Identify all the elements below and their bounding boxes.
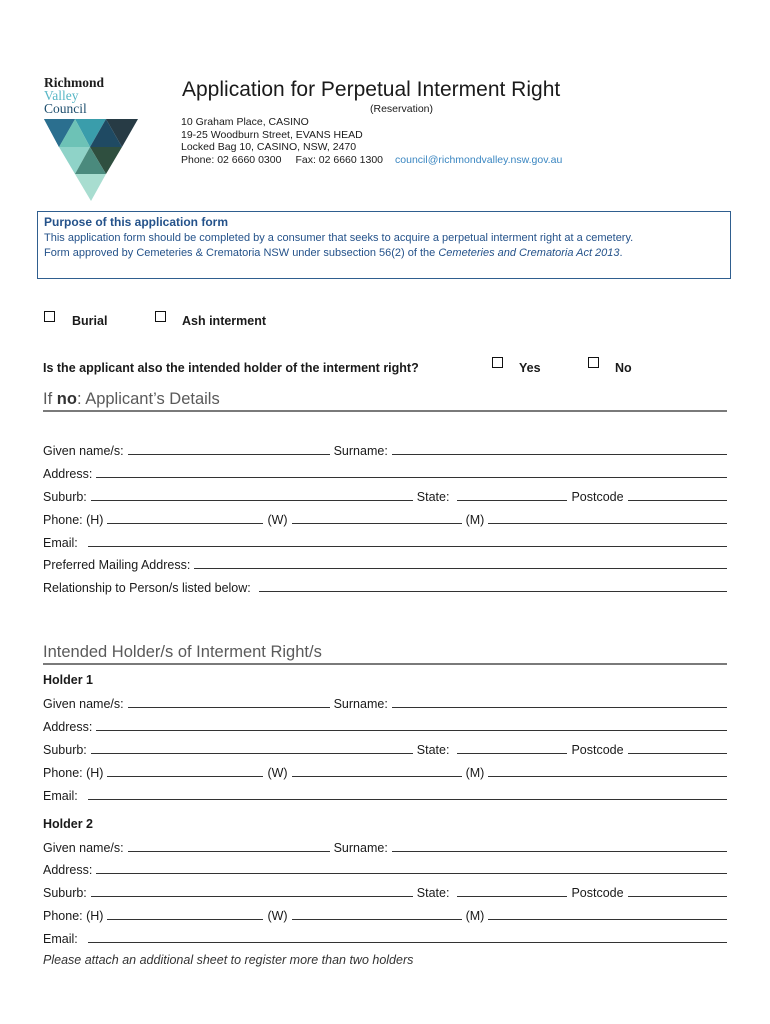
applicant-details-heading <box>43 390 220 409</box>
holder-1-address-row <box>43 719 727 734</box>
ash-interment-checkbox[interactable] <box>155 311 166 322</box>
suburb-field[interactable] <box>91 753 413 754</box>
burial-label: Burial <box>72 314 108 328</box>
suburb-label: Suburb: <box>43 490 87 504</box>
holder-2-address-row <box>43 862 727 877</box>
burial-checkbox[interactable] <box>44 311 55 322</box>
mailing-address-row <box>43 557 727 572</box>
phone-mobile-label: (M) <box>465 766 485 780</box>
suburb-field[interactable] <box>91 896 413 897</box>
purpose-text: This application form should be completed by a consumer that seeks to acquire a perpetual interment right at a cemetery. <box>44 231 634 244</box>
postcode-field[interactable] <box>628 500 727 501</box>
mailing-address-label: Preferred Mailing Address: <box>43 558 191 572</box>
yes-checkbox[interactable] <box>492 357 503 368</box>
postcode-label: Postcode <box>571 886 624 900</box>
logo-line-1: Richmond <box>44 75 105 90</box>
phone-home-field[interactable] <box>107 776 263 777</box>
address-field[interactable] <box>96 477 727 478</box>
applicant-email-row <box>43 535 727 550</box>
state-field[interactable] <box>457 500 567 501</box>
holder-2-email-row <box>43 931 727 946</box>
state-label: State: <box>416 490 450 504</box>
holder-1-suburb-row <box>43 742 727 757</box>
applicant-phone-row <box>43 512 727 527</box>
surname-label: Surname: <box>333 697 388 711</box>
given-name-field[interactable] <box>128 454 330 455</box>
applicant-holder-question: Is the applicant also the intended holder of the interment right? <box>43 361 419 375</box>
holders-heading: Intended Holder/s of Interment Right/s <box>43 643 322 661</box>
act-name: Cemeteries and Crematoria Act 2013 <box>438 247 620 259</box>
suburb-label: Suburb: <box>43 886 87 900</box>
council-email-link[interactable]: council@richmondvalley.nsw.gov.au <box>395 153 563 166</box>
address-line-3: Locked Bag 10, CASINO, NSW, 2470 <box>181 141 357 153</box>
address-line-1: 10 Graham Place, CASINO <box>181 116 309 128</box>
holder-2-name-row <box>43 840 727 855</box>
relationship-label: Relationship to Person/s listed below: <box>43 581 251 595</box>
postcode-field[interactable] <box>628 896 727 897</box>
phone-mobile-label: (M) <box>465 909 485 923</box>
fax-number: Fax: 02 6660 1300 <box>295 153 384 166</box>
surname-label: Surname: <box>333 841 388 855</box>
logo-line-3: Council <box>44 101 87 116</box>
phone-work-label: (W) <box>267 766 288 780</box>
email-field[interactable] <box>88 546 727 547</box>
postcode-field[interactable] <box>628 753 727 754</box>
holder-2-phone-row <box>43 908 727 923</box>
purpose-box <box>37 211 731 279</box>
contact-line <box>181 154 562 167</box>
given-name-label: Given name/s: <box>43 697 124 711</box>
relationship-row <box>43 580 727 595</box>
additional-sheet-note: Please attach an additional sheet to register more than two holders <box>43 953 414 967</box>
phone-mobile-field[interactable] <box>488 919 727 920</box>
given-name-label: Given name/s: <box>43 841 124 855</box>
mailing-address-field[interactable] <box>194 568 727 569</box>
state-field[interactable] <box>457 896 567 897</box>
form-title: Application for Perpetual Interment Right <box>182 78 561 101</box>
phone-number: Phone: 02 6660 0300 <box>181 153 282 166</box>
state-label: State: <box>416 886 450 900</box>
state-label: State: <box>416 743 450 757</box>
email-field[interactable] <box>88 942 727 943</box>
holder-2-title: Holder 2 <box>43 817 94 831</box>
address-label: Address: <box>43 863 93 877</box>
applicant-address-row <box>43 466 727 481</box>
surname-field[interactable] <box>392 454 727 455</box>
phone-work-field[interactable] <box>292 919 462 920</box>
phone-home-label: Phone: (H) <box>43 909 104 923</box>
approval-suffix: . <box>619 247 623 259</box>
heading-prefix: If <box>43 390 57 408</box>
purpose-title: Purpose of this application form <box>44 215 229 229</box>
phone-work-field[interactable] <box>292 523 462 524</box>
heading-bold: no <box>56 390 77 408</box>
phone-mobile-field[interactable] <box>488 776 727 777</box>
section-divider <box>43 663 727 665</box>
phone-home-field[interactable] <box>107 523 263 524</box>
holder-1-email-row <box>43 788 727 803</box>
phone-home-label: Phone: (H) <box>43 513 104 527</box>
holder-1-name-row <box>43 696 727 711</box>
email-label: Email: <box>43 932 78 946</box>
logo-line-2: Valley <box>44 88 79 103</box>
email-label: Email: <box>43 536 78 550</box>
suburb-field[interactable] <box>91 500 413 501</box>
section-divider <box>43 410 727 412</box>
given-name-label: Given name/s: <box>43 444 124 458</box>
ash-interment-label: Ash interment <box>182 314 267 328</box>
no-label: No <box>615 361 632 375</box>
address-line-2: 19-25 Woodburn Street, EVANS HEAD <box>181 128 363 141</box>
address-field[interactable] <box>96 873 727 874</box>
surname-field[interactable] <box>392 707 727 708</box>
phone-work-field[interactable] <box>292 776 462 777</box>
phone-mobile-field[interactable] <box>488 523 727 524</box>
address-label: Address: <box>43 720 93 734</box>
holder-1-phone-row <box>43 765 727 780</box>
postcode-label: Postcode <box>571 743 624 757</box>
postcode-label: Postcode <box>571 490 624 504</box>
email-label: Email: <box>43 789 78 803</box>
phone-home-field[interactable] <box>107 919 263 920</box>
council-logo-text <box>44 76 104 115</box>
address-field[interactable] <box>96 730 727 731</box>
no-checkbox[interactable] <box>588 357 599 368</box>
phone-work-label: (W) <box>267 909 288 923</box>
council-logo-triangle-icon <box>44 119 138 201</box>
address-label: Address: <box>43 467 93 481</box>
state-field[interactable] <box>457 753 567 754</box>
surname-field[interactable] <box>392 851 727 852</box>
council-address <box>181 116 562 166</box>
surname-label: Surname: <box>333 444 388 458</box>
applicant-name-row <box>43 443 727 458</box>
email-field[interactable] <box>88 799 727 800</box>
approval-text <box>44 246 724 262</box>
suburb-label: Suburb: <box>43 743 87 757</box>
phone-work-label: (W) <box>267 513 288 527</box>
applicant-suburb-row <box>43 489 727 504</box>
holder-2-suburb-row <box>43 885 727 900</box>
relationship-field[interactable] <box>259 591 727 592</box>
given-name-field[interactable] <box>128 851 330 852</box>
given-name-field[interactable] <box>128 707 330 708</box>
form-subtitle: (Reservation) <box>370 103 434 115</box>
yes-label: Yes <box>519 361 541 375</box>
holder-1-title: Holder 1 <box>43 673 94 687</box>
phone-mobile-label: (M) <box>465 513 485 527</box>
phone-home-label: Phone: (H) <box>43 766 104 780</box>
approval-prefix: Form approved by Cemeteries & Crematoria NSW under subsection 56(2) of the <box>44 247 439 259</box>
heading-suffix: : Applicant’s Details <box>76 390 220 408</box>
